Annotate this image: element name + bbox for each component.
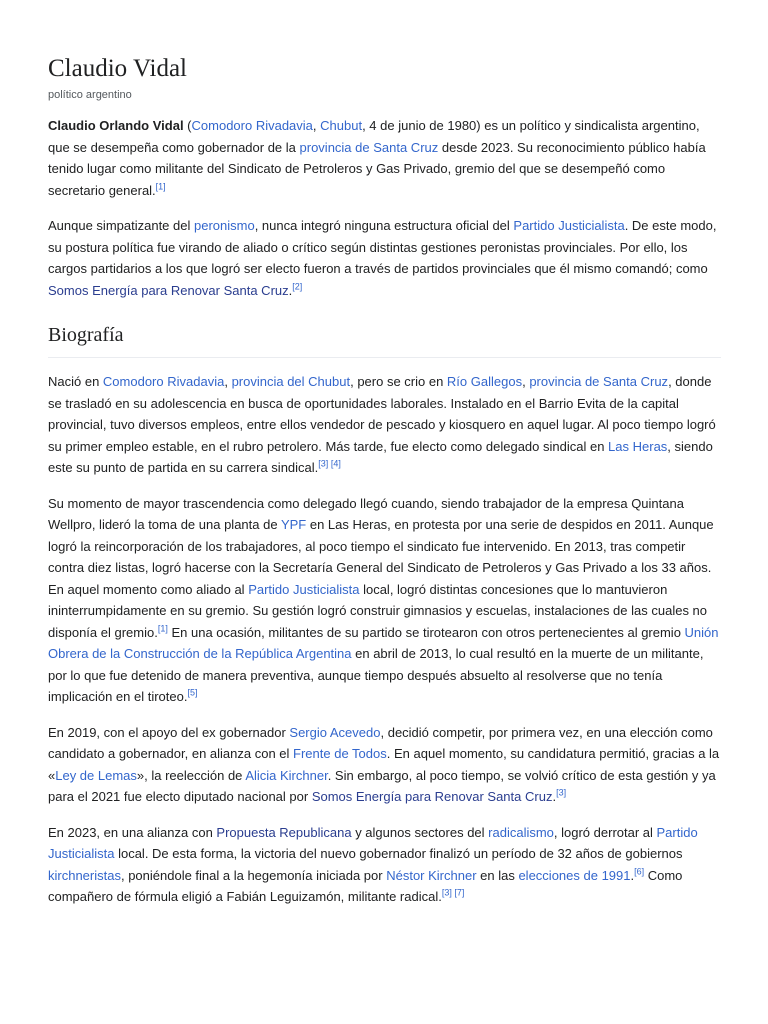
reference-link[interactable]: [3]	[318, 458, 329, 469]
link-las-heras[interactable]: Las Heras	[608, 438, 668, 454]
reference-link[interactable]: [3]	[441, 887, 452, 898]
page-title: Claudio Vidal	[48, 55, 188, 82]
biografia-paragraph-1: Nació en Comodoro Rivadavia, provincia del Chubut, pero se crio en Río Gallegos, provincia de Santa Cruz, donde se trasladó en su adolescencia en busca de oportunidades laborales. Instalado en el Barrio Evita de la capital provincial, tuvo diversos empleos, entre ellos vendedor de pescado y kiosquero en aquel lugar. Al poco tiempo logró su primer empleo estable, en el rubro petrolero. Más tarde, fue electo como delegado sindical en Las Heras, siendo este su punto de partida en su carrera sindical.[3] [4]	[48, 374, 716, 475]
subject-name: Claudio Orlando Vidal	[48, 118, 184, 133]
link-somos-energia[interactable]: Somos Energía para Renovar Santa Cruz	[48, 282, 289, 298]
link-sergio-acevedo[interactable]: Sergio Acevedo	[289, 724, 381, 740]
link-uocra[interactable]: Unión Obrera de la Construcción de la República Argentina	[48, 624, 719, 661]
section-heading-biografia: Biografía	[48, 323, 721, 358]
intro-paragraph-1: Claudio Orlando Vidal (Comodoro Rivadavia, Chubut, 4 de junio de 1980) es un político y sindicalista argentino, que se desempeña como gobernador de la provincia de Santa Cruz desde 2023. Su reconocimiento público había tenido lugar como militante del Sindicato de Petroleros y Gas Privado, gremio del que se desempeñó como secretario general.[1]	[48, 118, 706, 198]
biografia-paragraph-3: En 2019, con el apoyo del ex gobernador Sergio Acevedo, decidió competir, por primera vez, en una elección como candidato a gobernador, en alianza con el Frente de Todos. En aquel momento, su candidatura permitió, gracias a la «Ley de Lemas», la reelección de Alicia Kirchner. Sin embargo, al poco tiempo, se volvió crítico de esta gestión y ya para el 2021 fue electo diputado nacional por Somos Energía para Renovar Santa Cruz.[3]	[48, 724, 720, 804]
link-radicalismo[interactable]: radicalismo	[488, 824, 554, 840]
reference-link[interactable]: [1]	[157, 623, 168, 634]
link-partido-justicialista[interactable]: Partido Justicialista	[248, 581, 360, 597]
reference-link[interactable]: [2]	[292, 281, 303, 292]
page-subtitle: político argentino	[48, 89, 132, 101]
link-nestor-kirchner[interactable]: Néstor Kirchner	[386, 867, 477, 883]
link-provincia-santa-cruz[interactable]: provincia de Santa Cruz	[299, 139, 439, 155]
link-comodoro-rivadavia[interactable]: Comodoro Rivadavia	[191, 118, 313, 133]
biografia-paragraph-4: En 2023, en una alianza con Propuesta Republicana y algunos sectores del radicalismo, logró derrotar al Partido Justicialista local. De esta forma, la victoria del nuevo gobernador finalizó un período de 32 años de gobiernos kirchneristas, poniéndole final a la hegemonía iniciada por Néstor Kirchner en las elecciones de 1991.[6] Como compañero de fórmula eligió a Fabián Leguizamón, militante radical.[3] [7]	[48, 824, 698, 904]
link-somos-energia[interactable]: Somos Energía para Renovar Santa Cruz	[311, 789, 553, 804]
link-ypf[interactable]: YPF	[280, 517, 307, 532]
reference-link[interactable]: [3]	[556, 787, 567, 798]
link-peronismo[interactable]: peronismo	[193, 218, 255, 233]
link-propuesta-republicana[interactable]: Propuesta Republicana	[216, 824, 352, 840]
reference-link[interactable]: [7]	[454, 887, 465, 898]
link-chubut[interactable]: Chubut	[320, 118, 363, 133]
link-ley-de-lemas[interactable]: Ley de Lemas	[55, 767, 137, 783]
link-rio-gallegos[interactable]: Río Gallegos	[446, 374, 523, 389]
link-partido-justicialista[interactable]: Partido Justicialista	[48, 824, 698, 861]
link-provincia-del-chubut[interactable]: provincia del Chubut	[231, 374, 351, 389]
link-elecciones-1991[interactable]: elecciones de 1991	[518, 867, 631, 883]
link-alicia-kirchner[interactable]: Alicia Kirchner	[245, 767, 328, 783]
biografia-paragraph-2: Su momento de mayor trascendencia como delegado llegó cuando, siendo trabajador de la empresa Quintana Wellpro, lideró la toma de una planta de YPF en Las Heras, en protesta por una serie de despidos en 2011. Aunque logró la reincorporación de los trabajadores, al poco tiempo el sindicato fue intervenido. En 2013, tras competir contra diez listas, logró hacerse con la Secretaría General del Sindicato de Petroleros y Gas Privado a los 33 años. En aquel momento como aliado al Partido Justicialista local, logró distintas concesiones que lo mantuvieron ininterrumpidamente en su gremio. Su gestión logró construir gimnasios y escuelas, instalaciones de las cuales no disponía el gremio.[1] En una ocasión, militantes de su partido se tirotearon con otros pertenecientes al gremio Unión Obrera de la Construcción de la República Argentina en abril de 2013, lo cual resultó en la muerte de un militante, por lo que fue detenido de manera preventiva, aunque tiempo después absuelto al resolverse que no tenía implicación en el tiroteo.[5]	[48, 495, 719, 704]
intro-paragraph-2: Aunque simpatizante del peronismo, nunca integró ninguna estructura oficial del Partido Justicialista. De este modo, su postura política fue virando de aliado o crítico según distintas gestiones peronistas provinciales. Por ello, los cargos partidarios a los que logró ser electo fueron a través de partidos provinciales que él mismo comandó; como Somos Energía para Renovar Santa Cruz.[2]	[48, 218, 717, 298]
reference-link[interactable]: [1]	[155, 181, 166, 192]
link-kirchneristas[interactable]: kirchneristas	[48, 867, 121, 883]
reference-link[interactable]: [5]	[187, 687, 198, 698]
link-partido-justicialista[interactable]: Partido Justicialista	[513, 218, 625, 233]
reference-link[interactable]: [4]	[330, 458, 341, 469]
reference-link[interactable]: [6]	[634, 866, 645, 877]
link-frente-de-todos[interactable]: Frente de Todos	[293, 746, 387, 761]
link-comodoro-rivadavia[interactable]: Comodoro Rivadavia	[102, 374, 225, 389]
link-provincia-santa-cruz[interactable]: provincia de Santa Cruz	[529, 374, 669, 389]
